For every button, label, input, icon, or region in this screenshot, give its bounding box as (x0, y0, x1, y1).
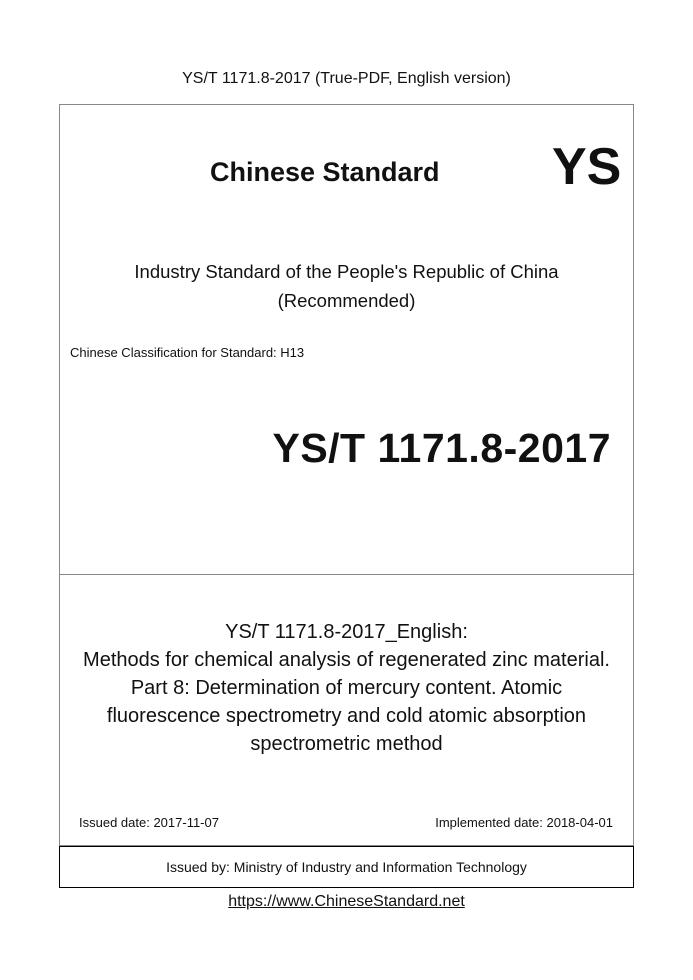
title-line: spectrometric method (250, 733, 443, 755)
issuer-box (59, 846, 634, 888)
title-line: Part 8: Determination of mercury content. Atomic (130, 677, 563, 699)
title-line: YS/T 1171.8-2017_English: (225, 621, 468, 643)
implemented-date: Implemented date: 2018-04-01 (435, 815, 613, 830)
issuer-text: Issued by: Ministry of Industry and Information Technology (166, 859, 527, 875)
website-link[interactable]: https://www.ChineseStandard.net (228, 893, 465, 910)
issued-date: Issued date: 2017-11-07 (79, 815, 219, 830)
page-header: YS/T 1171.8-2017 (True-PDF, English version) (182, 70, 511, 87)
industry-line-2: (Recommended) (277, 290, 416, 311)
title-line: Methods for chemical analysis of regenerated zinc material. (83, 649, 610, 671)
industry-line-1: Industry Standard of the People's Republic of China (134, 261, 559, 282)
standard-number: YS/T 1171.8-2017 (272, 425, 611, 471)
document-title (59, 618, 634, 758)
classification-text: Chinese Classification for Standard: H13 (70, 345, 305, 360)
title-line: fluorescence spectrometry and cold atomic absorption (106, 705, 587, 727)
industry-standard-text (59, 257, 634, 315)
cover-title: Chinese Standard (210, 157, 440, 187)
standard-code: YS (552, 138, 622, 196)
